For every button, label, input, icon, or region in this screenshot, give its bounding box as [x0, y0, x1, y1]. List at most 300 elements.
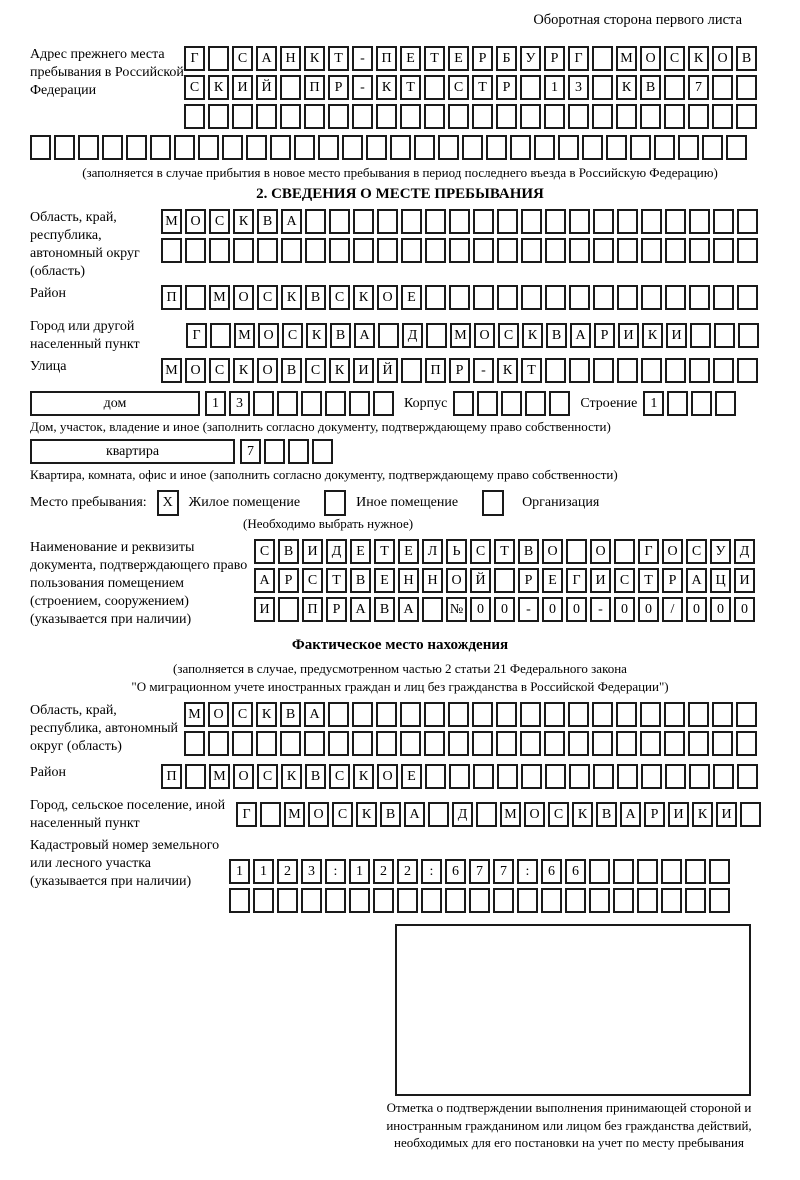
form-cell[interactable]	[424, 702, 445, 727]
form-cell[interactable]	[497, 285, 518, 310]
form-cell[interactable]	[640, 702, 661, 727]
form-cell[interactable]: К	[256, 702, 277, 727]
form-cell[interactable]	[294, 135, 315, 160]
form-cell[interactable]: К	[353, 764, 374, 789]
form-cell[interactable]: С	[184, 75, 205, 100]
form-cell[interactable]	[568, 702, 589, 727]
form-cell[interactable]: №	[446, 597, 467, 622]
form-cell[interactable]: О	[257, 358, 278, 383]
form-cell[interactable]: Д	[734, 539, 755, 564]
form-cell[interactable]	[377, 209, 398, 234]
form-cell[interactable]	[688, 702, 709, 727]
form-cell[interactable]	[568, 731, 589, 756]
form-cell[interactable]	[486, 135, 507, 160]
form-cell[interactable]	[496, 702, 517, 727]
form-cell[interactable]: С	[232, 46, 253, 71]
form-cell[interactable]: С	[257, 764, 278, 789]
form-cell[interactable]	[709, 859, 730, 884]
form-cell[interactable]	[401, 209, 422, 234]
form-cell[interactable]	[737, 358, 758, 383]
stay-type-organization-checkbox[interactable]	[482, 490, 504, 516]
form-cell[interactable]: 1	[205, 391, 226, 416]
form-cell[interactable]: О	[474, 323, 495, 348]
form-cell[interactable]: И	[302, 539, 323, 564]
form-cell[interactable]: Р	[518, 568, 539, 593]
form-cell[interactable]: О	[185, 358, 206, 383]
form-cell[interactable]: О	[712, 46, 733, 71]
form-cell[interactable]: М	[234, 323, 255, 348]
form-cell[interactable]: К	[376, 75, 397, 100]
form-cell[interactable]: К	[329, 358, 350, 383]
form-cell[interactable]	[280, 731, 301, 756]
form-cell[interactable]: О	[542, 539, 563, 564]
form-cell[interactable]: Р	[449, 358, 470, 383]
form-cell[interactable]	[617, 285, 638, 310]
form-cell[interactable]	[736, 731, 757, 756]
form-cell[interactable]: Р	[544, 46, 565, 71]
form-cell[interactable]	[664, 702, 685, 727]
form-cell[interactable]: 6	[541, 859, 562, 884]
form-cell[interactable]	[667, 391, 688, 416]
form-cell[interactable]	[497, 209, 518, 234]
form-cell[interactable]: Л	[422, 539, 443, 564]
form-cell[interactable]: Р	[594, 323, 615, 348]
form-cell[interactable]: М	[616, 46, 637, 71]
form-cell[interactable]: 6	[565, 859, 586, 884]
form-cell[interactable]: Т	[374, 539, 395, 564]
form-cell[interactable]	[593, 209, 614, 234]
form-cell[interactable]: :	[517, 859, 538, 884]
form-cell[interactable]	[208, 46, 229, 71]
form-cell[interactable]: К	[353, 285, 374, 310]
form-cell[interactable]: 0	[710, 597, 731, 622]
form-cell[interactable]: О	[233, 285, 254, 310]
form-cell[interactable]: Е	[400, 46, 421, 71]
form-cell[interactable]: :	[421, 859, 442, 884]
form-cell[interactable]	[422, 597, 443, 622]
form-cell[interactable]	[208, 731, 229, 756]
form-cell[interactable]: 3	[301, 859, 322, 884]
form-cell[interactable]: Т	[400, 75, 421, 100]
form-cell[interactable]	[184, 731, 205, 756]
form-cell[interactable]	[253, 391, 274, 416]
form-cell[interactable]	[329, 209, 350, 234]
form-cell[interactable]: Н	[422, 568, 443, 593]
form-cell[interactable]	[689, 358, 710, 383]
form-cell[interactable]: 1	[544, 75, 565, 100]
form-cell[interactable]: О	[377, 285, 398, 310]
form-cell[interactable]	[253, 888, 274, 913]
form-cell[interactable]	[613, 888, 634, 913]
form-cell[interactable]	[641, 764, 662, 789]
form-cell[interactable]	[472, 702, 493, 727]
form-cell[interactable]	[712, 702, 733, 727]
form-cell[interactable]	[366, 135, 387, 160]
form-cell[interactable]	[473, 285, 494, 310]
form-cell[interactable]	[288, 439, 309, 464]
form-cell[interactable]	[737, 764, 758, 789]
form-cell[interactable]	[424, 731, 445, 756]
form-cell[interactable]: А	[686, 568, 707, 593]
form-cell[interactable]	[685, 888, 706, 913]
form-cell[interactable]	[614, 539, 635, 564]
form-cell[interactable]: Р	[326, 597, 347, 622]
form-cell[interactable]: П	[376, 46, 397, 71]
form-cell[interactable]: Р	[496, 75, 517, 100]
form-cell[interactable]	[737, 238, 758, 263]
form-cell[interactable]	[593, 238, 614, 263]
form-cell[interactable]: К	[497, 358, 518, 383]
form-cell[interactable]	[349, 888, 370, 913]
form-cell[interactable]	[664, 731, 685, 756]
form-cell[interactable]	[665, 238, 686, 263]
form-cell[interactable]: В	[281, 358, 302, 383]
form-cell[interactable]: В	[330, 323, 351, 348]
form-cell[interactable]	[257, 238, 278, 263]
form-cell[interactable]	[525, 391, 546, 416]
form-cell[interactable]	[689, 209, 710, 234]
form-cell[interactable]	[521, 238, 542, 263]
form-cell[interactable]: К	[304, 46, 325, 71]
form-cell[interactable]	[305, 209, 326, 234]
form-cell[interactable]	[449, 285, 470, 310]
form-cell[interactable]: Е	[350, 539, 371, 564]
form-cell[interactable]: Е	[448, 46, 469, 71]
form-cell[interactable]	[328, 104, 349, 129]
form-cell[interactable]	[30, 135, 51, 160]
form-cell[interactable]: В	[305, 764, 326, 789]
form-cell[interactable]	[678, 135, 699, 160]
form-cell[interactable]	[616, 731, 637, 756]
form-cell[interactable]	[328, 702, 349, 727]
form-cell[interactable]	[569, 358, 590, 383]
form-cell[interactable]: И	[668, 802, 689, 827]
form-cell[interactable]: -	[590, 597, 611, 622]
form-cell[interactable]	[472, 104, 493, 129]
form-cell[interactable]: Е	[401, 764, 422, 789]
form-cell[interactable]	[78, 135, 99, 160]
form-cell[interactable]	[353, 209, 374, 234]
form-cell[interactable]	[521, 764, 542, 789]
form-cell[interactable]: О	[208, 702, 229, 727]
form-cell[interactable]: К	[306, 323, 327, 348]
form-cell[interactable]	[534, 135, 555, 160]
form-cell[interactable]	[569, 764, 590, 789]
form-cell[interactable]: Г	[236, 802, 257, 827]
form-cell[interactable]: А	[350, 597, 371, 622]
form-cell[interactable]	[545, 238, 566, 263]
form-cell[interactable]	[428, 802, 449, 827]
form-cell[interactable]	[713, 358, 734, 383]
form-cell[interactable]	[185, 285, 206, 310]
form-cell[interactable]	[665, 209, 686, 234]
form-cell[interactable]	[448, 104, 469, 129]
form-cell[interactable]	[246, 135, 267, 160]
stay-type-other-checkbox[interactable]	[324, 490, 346, 516]
form-cell[interactable]	[397, 888, 418, 913]
form-cell[interactable]: В	[518, 539, 539, 564]
form-cell[interactable]: М	[209, 764, 230, 789]
form-cell[interactable]: 1	[349, 859, 370, 884]
form-cell[interactable]: В	[257, 209, 278, 234]
form-cell[interactable]	[425, 238, 446, 263]
form-cell[interactable]	[558, 135, 579, 160]
form-cell[interactable]	[592, 702, 613, 727]
form-cell[interactable]	[637, 859, 658, 884]
form-cell[interactable]	[342, 135, 363, 160]
form-cell[interactable]: К	[522, 323, 543, 348]
form-cell[interactable]: М	[284, 802, 305, 827]
form-cell[interactable]: Е	[542, 568, 563, 593]
form-cell[interactable]	[54, 135, 75, 160]
form-cell[interactable]: К	[281, 764, 302, 789]
form-cell[interactable]	[325, 888, 346, 913]
form-cell[interactable]	[712, 104, 733, 129]
form-cell[interactable]: И	[232, 75, 253, 100]
form-cell[interactable]	[589, 888, 610, 913]
form-cell[interactable]	[520, 75, 541, 100]
form-cell[interactable]: Ц	[710, 568, 731, 593]
form-cell[interactable]: 0	[734, 597, 755, 622]
form-cell[interactable]	[592, 75, 613, 100]
form-cell[interactable]	[373, 391, 394, 416]
form-cell[interactable]	[713, 238, 734, 263]
form-cell[interactable]: Д	[402, 323, 423, 348]
form-cell[interactable]	[494, 568, 515, 593]
form-cell[interactable]: С	[282, 323, 303, 348]
form-cell[interactable]: О	[640, 46, 661, 71]
form-cell[interactable]	[448, 731, 469, 756]
form-cell[interactable]: Д	[326, 539, 347, 564]
form-cell[interactable]	[400, 731, 421, 756]
form-cell[interactable]	[260, 802, 281, 827]
form-cell[interactable]: Й	[256, 75, 277, 100]
form-cell[interactable]: Г	[638, 539, 659, 564]
form-cell[interactable]	[641, 285, 662, 310]
form-cell[interactable]	[545, 358, 566, 383]
form-cell[interactable]: К	[692, 802, 713, 827]
form-cell[interactable]: С	[209, 209, 230, 234]
form-cell[interactable]	[400, 104, 421, 129]
form-cell[interactable]	[312, 439, 333, 464]
form-cell[interactable]: -	[518, 597, 539, 622]
form-cell[interactable]	[712, 731, 733, 756]
form-cell[interactable]: К	[281, 285, 302, 310]
form-cell[interactable]	[712, 75, 733, 100]
form-cell[interactable]: У	[520, 46, 541, 71]
form-cell[interactable]: Б	[496, 46, 517, 71]
form-cell[interactable]: В	[596, 802, 617, 827]
form-cell[interactable]	[102, 135, 123, 160]
form-cell[interactable]	[305, 238, 326, 263]
form-cell[interactable]: О	[377, 764, 398, 789]
form-cell[interactable]: В	[280, 702, 301, 727]
form-cell[interactable]	[688, 731, 709, 756]
form-cell[interactable]: М	[161, 358, 182, 383]
form-cell[interactable]	[709, 888, 730, 913]
form-cell[interactable]	[390, 135, 411, 160]
form-cell[interactable]: 7	[493, 859, 514, 884]
form-cell[interactable]	[401, 238, 422, 263]
form-cell[interactable]: Т	[472, 75, 493, 100]
form-cell[interactable]	[691, 391, 712, 416]
form-cell[interactable]	[664, 75, 685, 100]
form-cell[interactable]	[232, 731, 253, 756]
form-cell[interactable]	[714, 323, 735, 348]
form-cell[interactable]: В	[546, 323, 567, 348]
form-cell[interactable]	[738, 323, 759, 348]
form-cell[interactable]	[400, 702, 421, 727]
form-cell[interactable]	[637, 888, 658, 913]
form-cell[interactable]: К	[688, 46, 709, 71]
form-cell[interactable]: С	[686, 539, 707, 564]
form-cell[interactable]: П	[161, 764, 182, 789]
form-cell[interactable]	[593, 358, 614, 383]
form-cell[interactable]: Г	[566, 568, 587, 593]
form-cell[interactable]: К	[356, 802, 377, 827]
form-cell[interactable]	[617, 358, 638, 383]
form-cell[interactable]: О	[258, 323, 279, 348]
form-cell[interactable]: О	[185, 209, 206, 234]
form-cell[interactable]	[521, 285, 542, 310]
form-cell[interactable]	[592, 104, 613, 129]
form-cell[interactable]	[496, 104, 517, 129]
form-cell[interactable]: И	[254, 597, 275, 622]
form-cell[interactable]	[424, 104, 445, 129]
form-cell[interactable]	[472, 731, 493, 756]
form-cell[interactable]	[640, 731, 661, 756]
form-cell[interactable]: В	[380, 802, 401, 827]
form-cell[interactable]	[501, 391, 522, 416]
form-cell[interactable]	[613, 859, 634, 884]
form-cell[interactable]	[453, 391, 474, 416]
form-cell[interactable]	[569, 285, 590, 310]
form-cell[interactable]	[209, 238, 230, 263]
form-cell[interactable]: К	[208, 75, 229, 100]
form-cell[interactable]: К	[616, 75, 637, 100]
form-cell[interactable]: 0	[686, 597, 707, 622]
form-cell[interactable]: А	[254, 568, 275, 593]
form-cell[interactable]	[654, 135, 675, 160]
form-cell[interactable]: В	[350, 568, 371, 593]
form-cell[interactable]: Р	[644, 802, 665, 827]
form-cell[interactable]	[569, 209, 590, 234]
form-cell[interactable]: Т	[326, 568, 347, 593]
form-cell[interactable]	[377, 238, 398, 263]
form-cell[interactable]	[715, 391, 736, 416]
form-cell[interactable]	[641, 209, 662, 234]
form-cell[interactable]	[256, 731, 277, 756]
form-cell[interactable]	[473, 209, 494, 234]
form-cell[interactable]: А	[354, 323, 375, 348]
form-cell[interactable]: С	[254, 539, 275, 564]
form-cell[interactable]	[208, 104, 229, 129]
form-cell[interactable]	[665, 764, 686, 789]
form-cell[interactable]	[232, 104, 253, 129]
form-cell[interactable]: 0	[542, 597, 563, 622]
form-cell[interactable]	[544, 702, 565, 727]
form-cell[interactable]	[617, 209, 638, 234]
form-cell[interactable]	[304, 731, 325, 756]
form-cell[interactable]: Г	[184, 46, 205, 71]
form-cell[interactable]	[352, 104, 373, 129]
form-cell[interactable]	[496, 731, 517, 756]
form-cell[interactable]	[278, 597, 299, 622]
form-cell[interactable]	[376, 104, 397, 129]
form-cell[interactable]	[736, 75, 757, 100]
form-cell[interactable]: 6	[445, 859, 466, 884]
form-cell[interactable]	[726, 135, 747, 160]
form-cell[interactable]: 0	[638, 597, 659, 622]
form-cell[interactable]: А	[570, 323, 591, 348]
form-cell[interactable]: С	[332, 802, 353, 827]
form-cell[interactable]: К	[642, 323, 663, 348]
form-cell[interactable]: С	[302, 568, 323, 593]
form-cell[interactable]	[664, 104, 685, 129]
form-cell[interactable]	[161, 238, 182, 263]
form-cell[interactable]	[469, 888, 490, 913]
form-cell[interactable]	[445, 888, 466, 913]
form-cell[interactable]: 1	[253, 859, 274, 884]
form-cell[interactable]: С	[448, 75, 469, 100]
form-cell[interactable]	[510, 135, 531, 160]
form-cell[interactable]	[641, 358, 662, 383]
form-cell[interactable]: А	[304, 702, 325, 727]
form-cell[interactable]	[353, 238, 374, 263]
form-cell[interactable]	[264, 439, 285, 464]
form-cell[interactable]	[425, 209, 446, 234]
form-cell[interactable]	[617, 238, 638, 263]
form-cell[interactable]: 1	[229, 859, 250, 884]
form-cell[interactable]	[449, 764, 470, 789]
form-cell[interactable]	[401, 358, 422, 383]
form-cell[interactable]: К	[233, 358, 254, 383]
form-cell[interactable]	[210, 323, 231, 348]
form-cell[interactable]	[449, 238, 470, 263]
form-cell[interactable]	[520, 731, 541, 756]
form-cell[interactable]	[318, 135, 339, 160]
form-cell[interactable]: 3	[229, 391, 250, 416]
form-cell[interactable]	[426, 323, 447, 348]
form-cell[interactable]	[737, 209, 758, 234]
form-cell[interactable]: О	[308, 802, 329, 827]
form-cell[interactable]	[421, 888, 442, 913]
form-cell[interactable]	[233, 238, 254, 263]
form-cell[interactable]	[545, 285, 566, 310]
form-cell[interactable]	[593, 285, 614, 310]
form-cell[interactable]	[689, 238, 710, 263]
form-cell[interactable]: И	[666, 323, 687, 348]
form-cell[interactable]: А	[256, 46, 277, 71]
form-cell[interactable]: П	[304, 75, 325, 100]
form-cell[interactable]	[329, 238, 350, 263]
form-cell[interactable]: 3	[568, 75, 589, 100]
form-cell[interactable]	[378, 323, 399, 348]
form-cell[interactable]	[713, 209, 734, 234]
form-cell[interactable]	[352, 702, 373, 727]
form-cell[interactable]	[448, 702, 469, 727]
form-cell[interactable]: К	[233, 209, 254, 234]
form-cell[interactable]: О	[446, 568, 467, 593]
form-cell[interactable]: С	[329, 285, 350, 310]
form-cell[interactable]: П	[302, 597, 323, 622]
form-cell[interactable]: С	[498, 323, 519, 348]
form-cell[interactable]: Р	[472, 46, 493, 71]
stay-type-residential-checkbox[interactable]: X	[157, 490, 179, 516]
form-cell[interactable]	[565, 888, 586, 913]
form-cell[interactable]: :	[325, 859, 346, 884]
form-cell[interactable]	[473, 238, 494, 263]
